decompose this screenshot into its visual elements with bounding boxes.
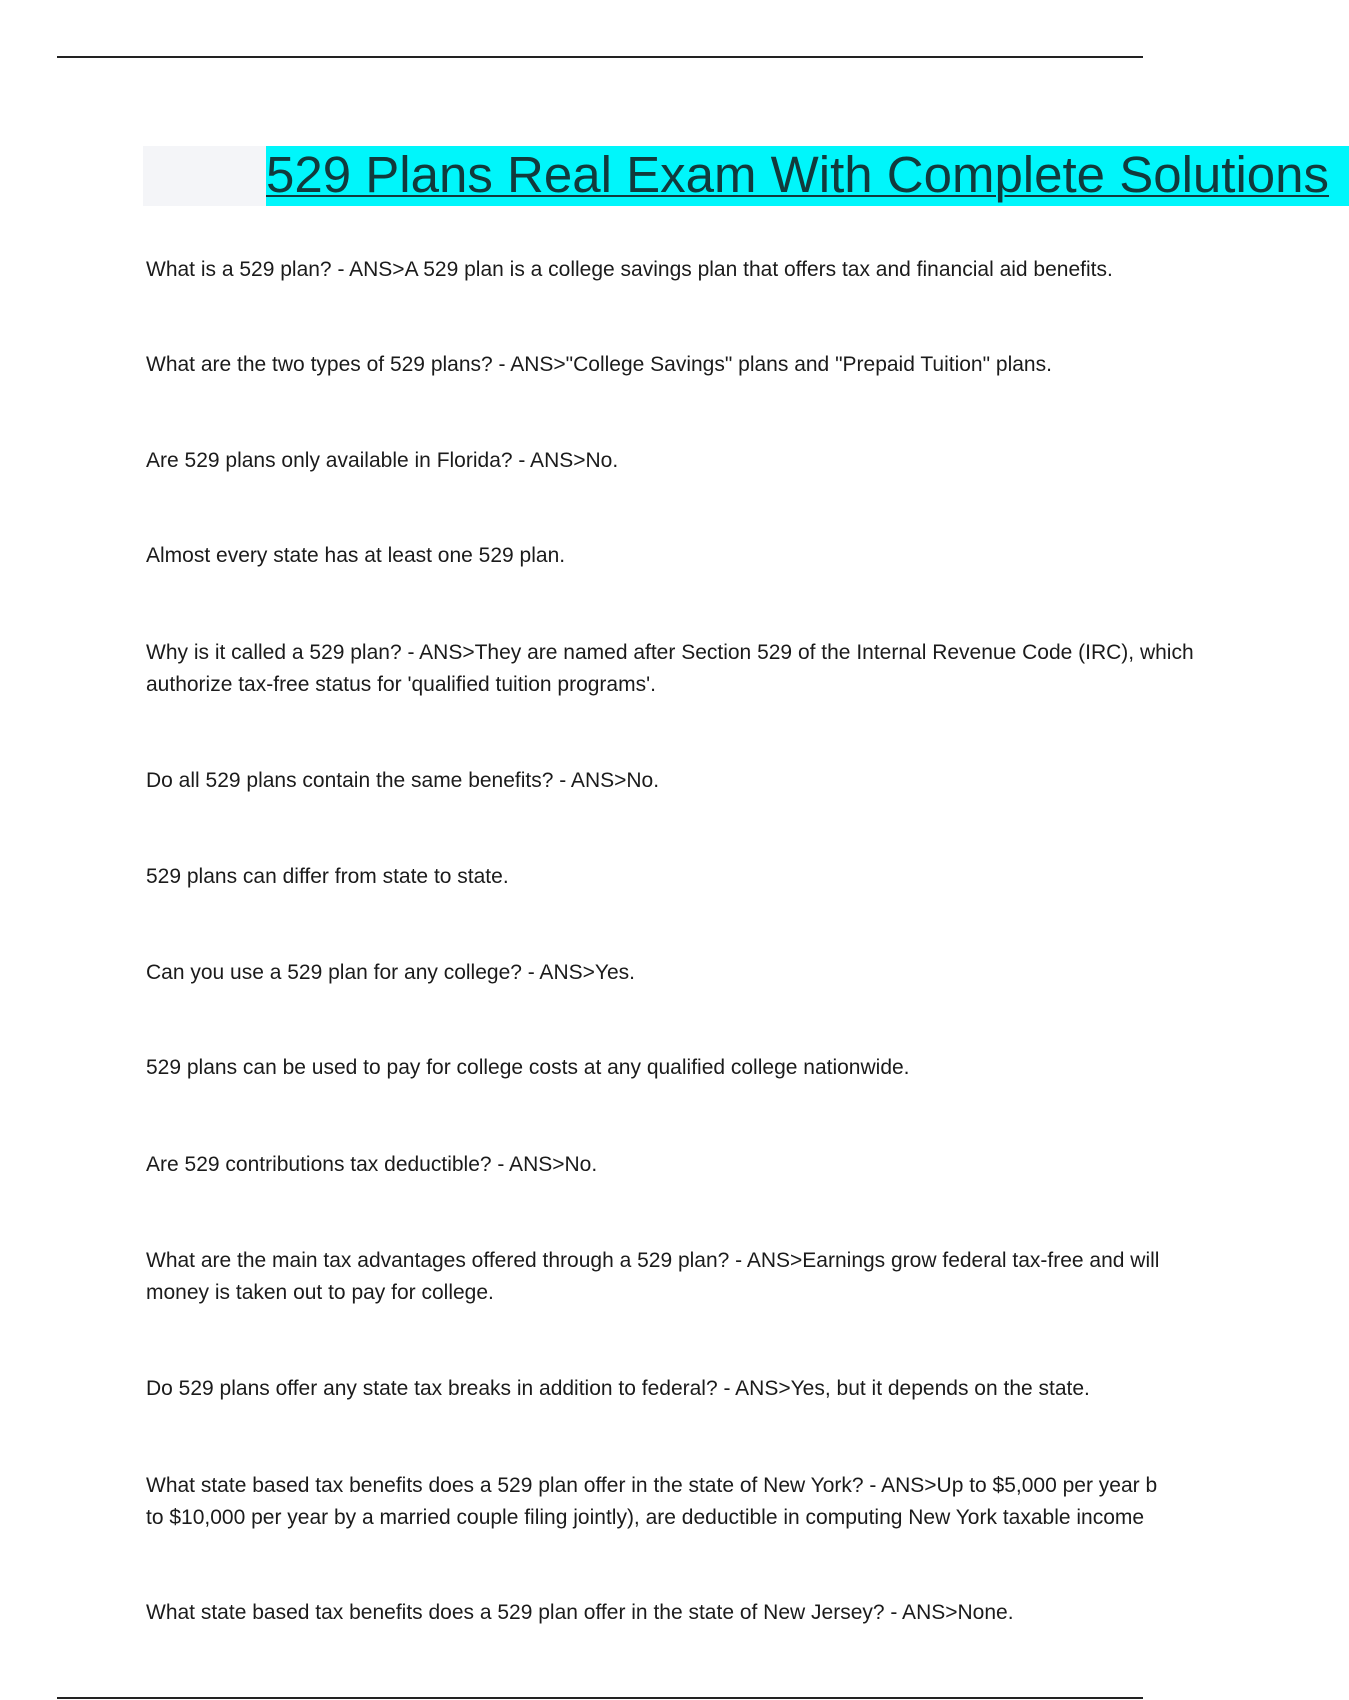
- qa-entry: [146, 637, 1200, 701]
- entry-line: Can you use a 529 plan for any college? - ANS>Yes.: [146, 961, 635, 984]
- qa-entry: [146, 1149, 1200, 1181]
- entry-line: What are the two types of 529 plans? - ANS>"College Savings" plans and "Prepaid Tuition" plans.: [146, 353, 1052, 376]
- bottom-rule: [57, 1697, 1143, 1699]
- entry-line: What are the main tax advantages offered through a 529 plan? - ANS>Earnings grow federal tax-free and will: [146, 1249, 1160, 1272]
- entry-line: money is taken out to pay for college.: [146, 1281, 494, 1304]
- entry-line: authorize tax-free status for 'qualified tuition programs'.: [146, 673, 656, 696]
- entry-line: Are 529 plans only available in Florida? - ANS>No.: [146, 449, 619, 472]
- entry-line: 529 plans can be used to pay for college costs at any qualified college nationwide.: [146, 1056, 910, 1079]
- entry-line: What is a 529 plan? - ANS>A 529 plan is a college savings plan that offers tax and financial aid benefits.: [146, 258, 1113, 281]
- entry-line: to $10,000 per year by a married couple filing jointly), are deductible in computing New York taxable income: [146, 1506, 1145, 1529]
- qa-entry: [146, 1245, 1200, 1309]
- top-rule: [57, 56, 1143, 58]
- qa-entry: [146, 765, 1200, 797]
- qa-entry: [146, 1470, 1200, 1534]
- note-entry: [146, 861, 1200, 893]
- entry-line: What state based tax benefits does a 529 plan offer in the state of New York? - ANS>Up to $5,000 per year b: [146, 1474, 1158, 1497]
- note-entry: [146, 540, 1200, 572]
- entry-line: Do all 529 plans contain the same benefits? - ANS>No.: [146, 769, 660, 792]
- document-title: 529 Plans Real Exam With Complete Solutions: [266, 146, 1349, 206]
- qa-entry: [146, 349, 1200, 381]
- qa-entry: [146, 1373, 1200, 1405]
- entry-line: Almost every state has at least one 529 plan.: [146, 544, 566, 567]
- entry-line: Do 529 plans offer any state tax breaks in addition to federal? - ANS>Yes, but it depends on the state.: [146, 1377, 1090, 1400]
- entry-line: What state based tax benefits does a 529 plan offer in the state of New Jersey? - ANS>None.: [146, 1601, 1014, 1624]
- qa-entry: [146, 957, 1200, 989]
- entry-line: Why is it called a 529 plan? - ANS>They are named after Section 529 of the Internal Revenue Code (IRC), which: [146, 641, 1194, 664]
- qa-entry: [146, 445, 1200, 477]
- document-title-banner: [143, 146, 1330, 206]
- entry-line: 529 plans can differ from state to state.: [146, 865, 509, 888]
- note-entry: [146, 1052, 1200, 1084]
- qa-entry: [146, 254, 1200, 286]
- title-left-shade: [143, 146, 266, 206]
- qa-entry: [146, 1597, 1200, 1629]
- entry-line: Are 529 contributions tax deductible? - ANS>No.: [146, 1153, 598, 1176]
